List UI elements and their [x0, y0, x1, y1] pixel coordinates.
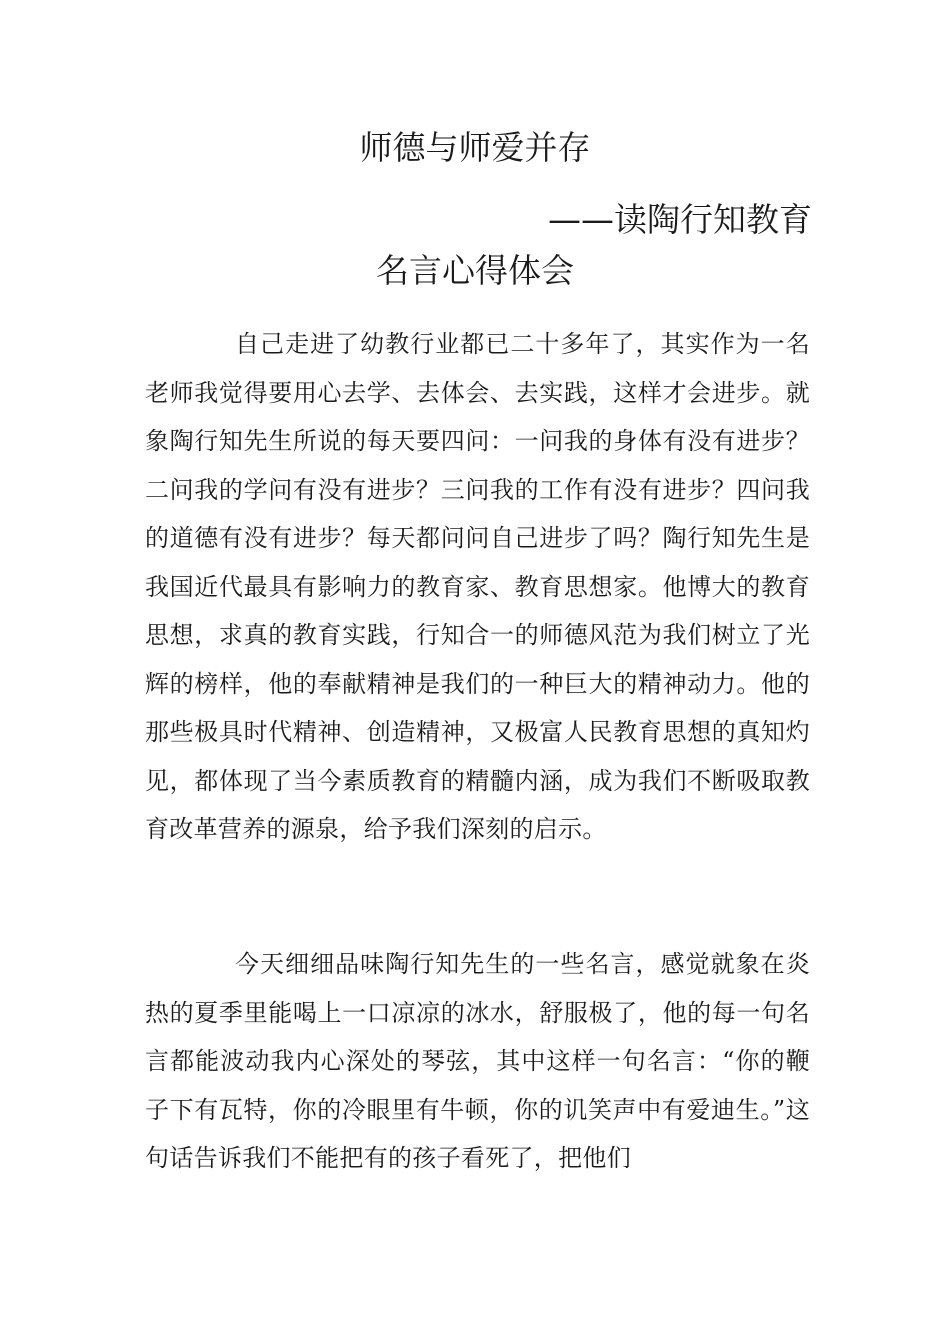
body-paragraph-2: 今天细细品味陶行知先生的一些名言，感觉就象在炎热的夏季里能喝上一口凉凉的冰水，舒服极了，他的每一句名言都能波动我内心深处的琴弦，其中这样一句名言：“你的鞭子下有瓦特，你的冷眼里有牛顿，你的讥笑声中有爱迪生。”这句话告诉我们不能把有的孩子看死了，把他们	[145, 950, 810, 1172]
document-title: 师德与师爱并存	[359, 128, 591, 167]
document-subtitle-line2: 名言心得体会	[376, 251, 574, 290]
body-paragraph-1: 自己走进了幼教行业都已二十多年了，其实作为一名老师我觉得要用心去学、去体会、去实践，这样才会进步。就象陶行知先生所说的每天要四问：一问我的身体有没有进步？二问我的学问有没有进步？三问我的工作有没有进步？四问我的道德有没有进步？每天都问问自己进步了吗？陶行知先生是我国近代最具有影响力的教育家、教育思想家。他博大的教育思想，求真的教育实践，行知合一的师德风范为我们树立了光辉的榜样，他的奉献精神是我们的一种巨大的精神动力。他的那些极具时代精神、创造精神，又极富人民教育思想的真知灼见，都体现了当今素质教育的精髓内涵，成为我们不断吸取教育改革营养的源泉，给予我们深刻的启示。	[145, 330, 810, 843]
document-subtitle-line1: ——读陶行知教育	[548, 200, 812, 239]
